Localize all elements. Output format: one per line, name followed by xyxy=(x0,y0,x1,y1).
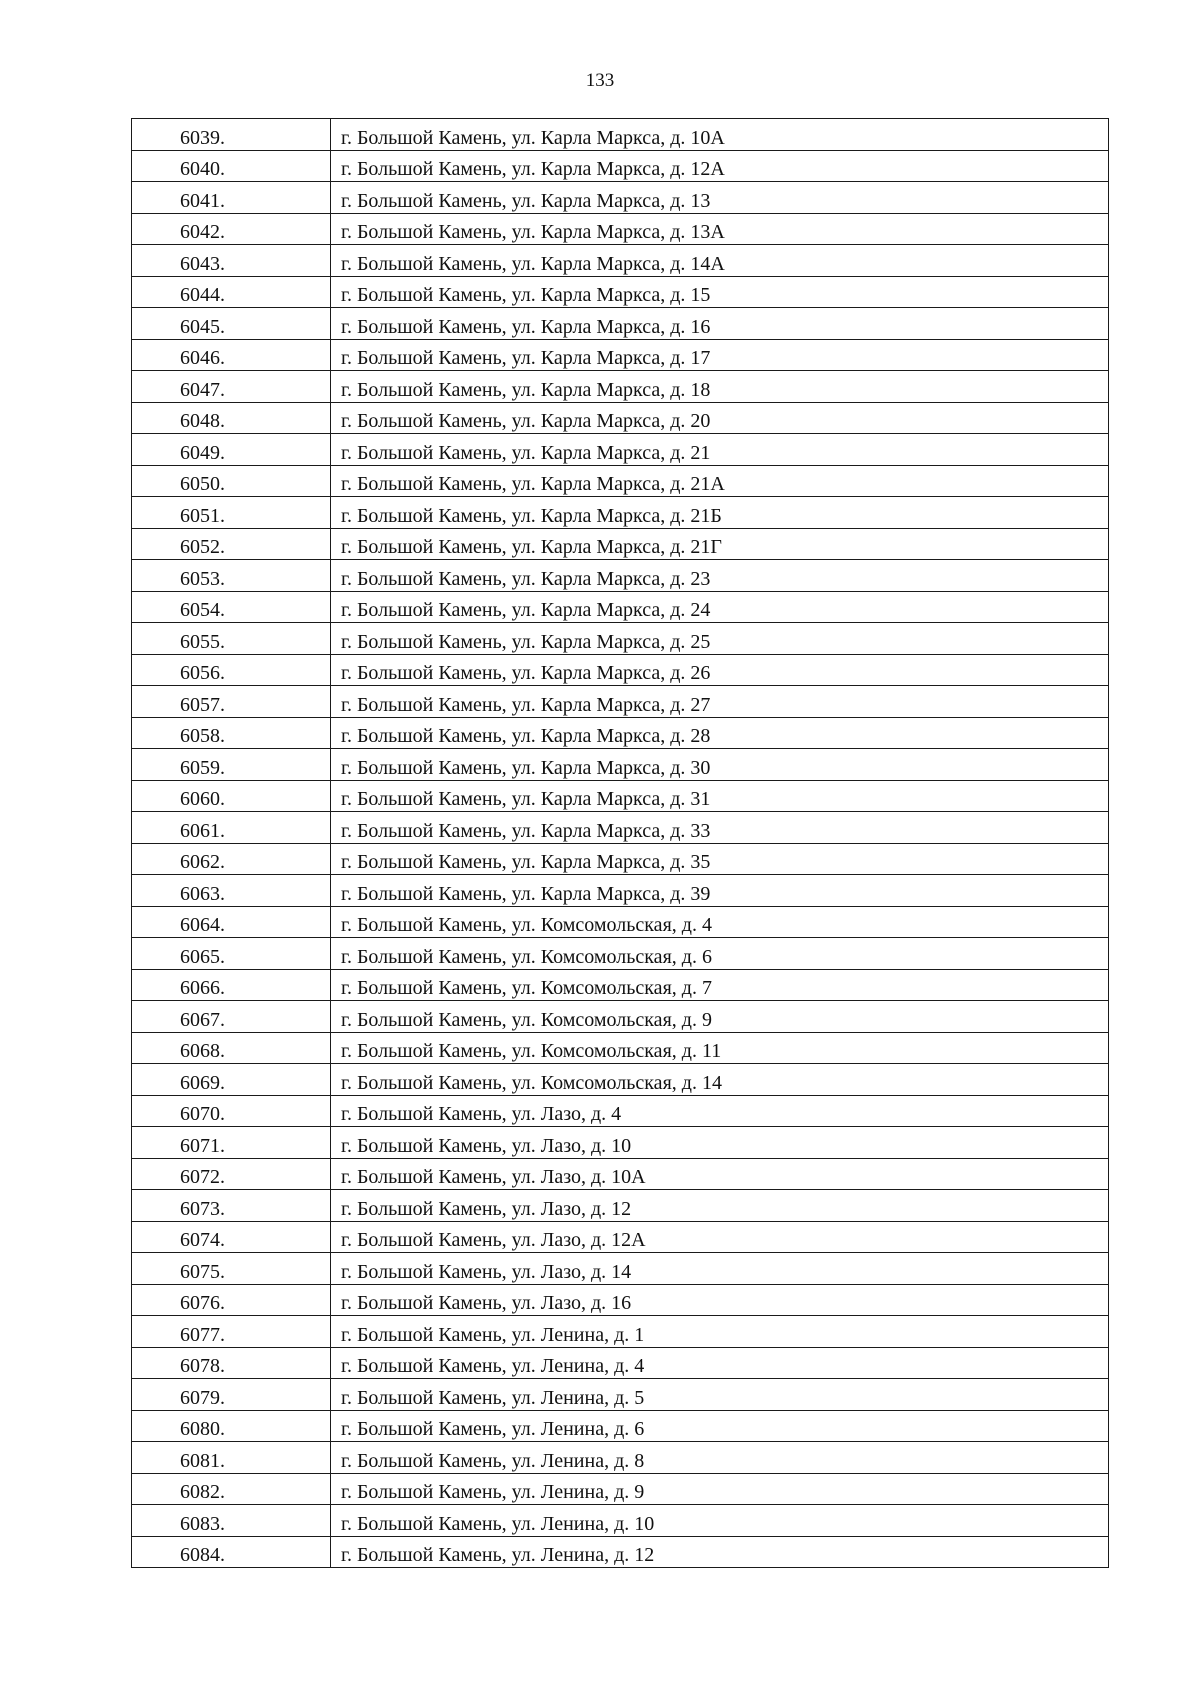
address-cell xyxy=(331,1158,1109,1190)
address-cell xyxy=(331,1410,1109,1442)
address-cell xyxy=(331,213,1109,245)
table-row xyxy=(132,875,1109,907)
table-row xyxy=(132,434,1109,466)
address-table-body xyxy=(132,119,1109,1568)
address-text: г. Большой Камень, ул. Карла Маркса, д. 25 xyxy=(341,630,711,653)
address-cell xyxy=(331,1221,1109,1253)
address-cell xyxy=(331,1284,1109,1316)
row-number-cell xyxy=(132,1190,331,1222)
address-text: г. Большой Камень, ул. Комсомольская, д. 6 xyxy=(341,945,712,968)
row-number-cell xyxy=(132,1473,331,1505)
address-text: г. Большой Камень, ул. Карла Маркса, д. 24 xyxy=(341,599,711,621)
row-number: 6054. xyxy=(180,599,225,621)
row-number: 6061. xyxy=(180,819,225,842)
row-number-cell xyxy=(132,402,331,434)
address-text: г. Большой Камень, ул. Карла Маркса, д. 21А xyxy=(341,473,725,495)
address-cell xyxy=(331,245,1109,277)
address-text: г. Большой Камень, ул. Карла Маркса, д. 18 xyxy=(341,378,711,401)
row-number-cell xyxy=(132,875,331,907)
row-number: 6047. xyxy=(180,378,225,401)
table-row xyxy=(132,812,1109,844)
table-row xyxy=(132,780,1109,812)
table-row xyxy=(132,1158,1109,1190)
table-row xyxy=(132,339,1109,371)
address-cell xyxy=(331,1442,1109,1474)
row-number: 6078. xyxy=(180,1355,225,1377)
table-row xyxy=(132,371,1109,403)
address-cell xyxy=(331,1190,1109,1222)
row-number-cell xyxy=(132,938,331,970)
address-text: г. Большой Камень, ул. Карла Маркса, д. 15 xyxy=(341,284,711,306)
row-number: 6046. xyxy=(180,347,225,369)
address-cell xyxy=(331,339,1109,371)
row-number-cell xyxy=(132,1505,331,1537)
row-number-cell xyxy=(132,1001,331,1033)
row-number: 6076. xyxy=(180,1292,225,1314)
row-number-cell xyxy=(132,623,331,655)
address-cell xyxy=(331,402,1109,434)
table-row xyxy=(132,906,1109,938)
table-row xyxy=(132,623,1109,655)
table-row xyxy=(132,150,1109,182)
address-text: г. Большой Камень, ул. Комсомольская, д. 7 xyxy=(341,977,712,999)
table-row xyxy=(132,1505,1109,1537)
address-cell xyxy=(331,1032,1109,1064)
address-text: г. Большой Камень, ул. Карла Маркса, д. 20 xyxy=(341,410,711,432)
table-row xyxy=(132,560,1109,592)
table-row xyxy=(132,686,1109,718)
row-number: 6068. xyxy=(180,1040,225,1062)
address-cell xyxy=(331,749,1109,781)
row-number: 6044. xyxy=(180,284,225,306)
address-cell xyxy=(331,182,1109,214)
row-number-cell xyxy=(132,528,331,560)
address-text: г. Большой Камень, ул. Карла Маркса, д. 21Г xyxy=(341,536,722,558)
address-text: г. Большой Камень, ул. Карла Маркса, д. 26 xyxy=(341,662,711,684)
row-number-cell xyxy=(132,560,331,592)
address-text: г. Большой Камень, ул. Лазо, д. 12 xyxy=(341,1197,632,1220)
row-number-cell xyxy=(132,1316,331,1348)
row-number: 6050. xyxy=(180,473,225,495)
table-row xyxy=(132,591,1109,623)
row-number-cell xyxy=(132,150,331,182)
address-cell xyxy=(331,276,1109,308)
row-number: 6065. xyxy=(180,945,225,968)
table-row xyxy=(132,402,1109,434)
page-number: 133 xyxy=(585,70,615,91)
address-cell xyxy=(331,1536,1109,1568)
address-text: г. Большой Камень, ул. Карла Маркса, д. 23 xyxy=(341,567,711,590)
row-number-cell xyxy=(132,1347,331,1379)
row-number-cell xyxy=(132,1410,331,1442)
address-cell xyxy=(331,1253,1109,1285)
row-number: 6070. xyxy=(180,1103,225,1125)
address-text: г. Большой Камень, ул. Карла Маркса, д. 21Б xyxy=(341,504,722,527)
row-number: 6039. xyxy=(180,126,225,149)
address-text: г. Большой Камень, ул. Карла Маркса, д. 14А xyxy=(341,252,725,275)
row-number: 6042. xyxy=(180,221,225,243)
address-text: г. Большой Камень, ул. Карла Маркса, д. 13 xyxy=(341,189,711,212)
table-row xyxy=(132,1253,1109,1285)
address-text: г. Большой Камень, ул. Ленина, д. 9 xyxy=(341,1481,645,1503)
table-row xyxy=(132,1064,1109,1096)
row-number: 6072. xyxy=(180,1166,225,1188)
row-number-cell xyxy=(132,1253,331,1285)
address-cell xyxy=(331,906,1109,938)
address-cell xyxy=(331,1505,1109,1537)
row-number-cell xyxy=(132,717,331,749)
address-text: г. Большой Камень, ул. Ленина, д. 6 xyxy=(341,1418,645,1440)
table-row xyxy=(132,465,1109,497)
address-text: г. Большой Камень, ул. Карла Маркса, д. 12А xyxy=(341,158,725,180)
address-text: г. Большой Камень, ул. Карла Маркса, д. 33 xyxy=(341,819,711,842)
address-cell xyxy=(331,1127,1109,1159)
address-cell xyxy=(331,528,1109,560)
row-number-cell xyxy=(132,1064,331,1096)
table-row xyxy=(132,1221,1109,1253)
table-row xyxy=(132,528,1109,560)
row-number-cell xyxy=(132,465,331,497)
row-number-cell xyxy=(132,1032,331,1064)
row-number: 6077. xyxy=(180,1323,225,1346)
row-number-cell xyxy=(132,308,331,340)
address-cell xyxy=(331,623,1109,655)
table-row xyxy=(132,1347,1109,1379)
address-cell xyxy=(331,1316,1109,1348)
address-text: г. Большой Камень, ул. Карла Маркса, д. 27 xyxy=(341,693,711,716)
row-number-cell xyxy=(132,780,331,812)
row-number-cell xyxy=(132,1221,331,1253)
address-cell xyxy=(331,1095,1109,1127)
row-number: 6084. xyxy=(180,1544,225,1566)
row-number-cell xyxy=(132,1379,331,1411)
row-number: 6074. xyxy=(180,1229,225,1251)
row-number-cell xyxy=(132,371,331,403)
address-cell xyxy=(331,812,1109,844)
row-number: 6069. xyxy=(180,1071,225,1094)
row-number: 6067. xyxy=(180,1008,225,1031)
table-row xyxy=(132,843,1109,875)
address-cell xyxy=(331,497,1109,529)
table-row xyxy=(132,749,1109,781)
address-cell xyxy=(331,1473,1109,1505)
address-cell xyxy=(331,1001,1109,1033)
row-number-cell xyxy=(132,245,331,277)
table-row xyxy=(132,1442,1109,1474)
address-text: г. Большой Камень, ул. Лазо, д. 16 xyxy=(341,1292,632,1314)
address-cell xyxy=(331,1347,1109,1379)
table-row xyxy=(132,1410,1109,1442)
row-number: 6041. xyxy=(180,189,225,212)
address-cell xyxy=(331,717,1109,749)
row-number: 6051. xyxy=(180,504,225,527)
table-row xyxy=(132,1032,1109,1064)
row-number: 6083. xyxy=(180,1512,225,1535)
row-number: 6063. xyxy=(180,882,225,905)
address-text: г. Большой Камень, ул. Комсомольская, д. 14 xyxy=(341,1071,722,1094)
table-row xyxy=(132,213,1109,245)
address-text: г. Большой Камень, ул. Карла Маркса, д. 28 xyxy=(341,725,711,747)
address-cell xyxy=(331,969,1109,1001)
address-cell xyxy=(331,686,1109,718)
row-number: 6060. xyxy=(180,788,225,810)
table-row xyxy=(132,938,1109,970)
address-text: г. Большой Камень, ул. Лазо, д. 14 xyxy=(341,1260,632,1283)
row-number-cell xyxy=(132,276,331,308)
row-number: 6049. xyxy=(180,441,225,464)
row-number-cell xyxy=(132,339,331,371)
table-row xyxy=(132,1316,1109,1348)
address-text: г. Большой Камень, ул. Ленина, д. 10 xyxy=(341,1512,655,1535)
address-cell xyxy=(331,371,1109,403)
address-text: г. Большой Камень, ул. Лазо, д. 12А xyxy=(341,1229,646,1251)
address-text: г. Большой Камень, ул. Ленина, д. 1 xyxy=(341,1323,645,1346)
row-number-cell xyxy=(132,843,331,875)
row-number: 6048. xyxy=(180,410,225,432)
address-cell xyxy=(331,1379,1109,1411)
address-cell xyxy=(331,875,1109,907)
row-number: 6045. xyxy=(180,315,225,338)
table-row xyxy=(132,119,1109,151)
row-number: 6082. xyxy=(180,1481,225,1503)
address-text: г. Большой Камень, ул. Ленина, д. 4 xyxy=(341,1355,645,1377)
row-number: 6058. xyxy=(180,725,225,747)
table-row xyxy=(132,654,1109,686)
row-number-cell xyxy=(132,1095,331,1127)
address-text: г. Большой Камень, ул. Карла Маркса, д. 10А xyxy=(341,126,725,149)
address-cell xyxy=(331,843,1109,875)
row-number-cell xyxy=(132,1127,331,1159)
row-number: 6052. xyxy=(180,536,225,558)
address-cell xyxy=(331,150,1109,182)
address-cell xyxy=(331,938,1109,970)
row-number-cell xyxy=(132,213,331,245)
address-text: г. Большой Камень, ул. Комсомольская, д. 9 xyxy=(341,1008,712,1031)
address-text: г. Большой Камень, ул. Комсомольская, д. 4 xyxy=(341,914,712,936)
row-number: 6066. xyxy=(180,977,225,999)
table-row xyxy=(132,1001,1109,1033)
table-row xyxy=(132,276,1109,308)
table-row xyxy=(132,969,1109,1001)
table-row xyxy=(132,1379,1109,1411)
row-number: 6056. xyxy=(180,662,225,684)
address-table xyxy=(131,118,1109,1568)
row-number-cell xyxy=(132,1536,331,1568)
address-cell xyxy=(331,560,1109,592)
address-text: г. Большой Камень, ул. Карла Маркса, д. 31 xyxy=(341,788,711,810)
table-row xyxy=(132,1284,1109,1316)
address-cell xyxy=(331,308,1109,340)
address-text: г. Большой Камень, ул. Лазо, д. 4 xyxy=(341,1103,622,1125)
table-row xyxy=(132,1473,1109,1505)
address-text: г. Большой Камень, ул. Карла Маркса, д. 16 xyxy=(341,315,711,338)
row-number: 6062. xyxy=(180,851,225,873)
row-number-cell xyxy=(132,434,331,466)
address-text: г. Большой Камень, ул. Ленина, д. 8 xyxy=(341,1449,645,1472)
table-row xyxy=(132,1536,1109,1568)
row-number-cell xyxy=(132,906,331,938)
address-cell xyxy=(331,119,1109,151)
address-text: г. Большой Камень, ул. Лазо, д. 10А xyxy=(341,1166,646,1188)
table-row xyxy=(132,497,1109,529)
row-number-cell xyxy=(132,1284,331,1316)
row-number: 6055. xyxy=(180,630,225,653)
address-text: г. Большой Камень, ул. Комсомольская, д. 11 xyxy=(341,1040,722,1062)
table-row xyxy=(132,1095,1109,1127)
row-number-cell xyxy=(132,749,331,781)
row-number-cell xyxy=(132,1442,331,1474)
row-number: 6075. xyxy=(180,1260,225,1283)
address-text: г. Большой Камень, ул. Ленина, д. 5 xyxy=(341,1386,645,1409)
address-text: г. Большой Камень, ул. Карла Маркса, д. 30 xyxy=(341,756,711,779)
address-cell xyxy=(331,1064,1109,1096)
address-text: г. Большой Камень, ул. Лазо, д. 10 xyxy=(341,1134,632,1157)
row-number-cell xyxy=(132,182,331,214)
table-row xyxy=(132,308,1109,340)
row-number: 6071. xyxy=(180,1134,225,1157)
row-number: 6081. xyxy=(180,1449,225,1472)
address-text: г. Большой Камень, ул. Карла Маркса, д. 35 xyxy=(341,851,711,873)
table-row xyxy=(132,182,1109,214)
address-text: г. Большой Камень, ул. Карла Маркса, д. 17 xyxy=(341,347,711,369)
row-number: 6040. xyxy=(180,158,225,180)
address-cell xyxy=(331,780,1109,812)
address-cell xyxy=(331,434,1109,466)
address-text: г. Большой Камень, ул. Карла Маркса, д. 13А xyxy=(341,221,725,243)
address-text: г. Большой Камень, ул. Ленина, д. 12 xyxy=(341,1544,655,1566)
table-row xyxy=(132,1190,1109,1222)
table-row xyxy=(132,717,1109,749)
address-text: г. Большой Камень, ул. Карла Маркса, д. 21 xyxy=(341,441,711,464)
row-number: 6073. xyxy=(180,1197,225,1220)
row-number-cell xyxy=(132,497,331,529)
row-number-cell xyxy=(132,969,331,1001)
row-number-cell xyxy=(132,686,331,718)
row-number: 6053. xyxy=(180,567,225,590)
address-cell xyxy=(331,465,1109,497)
row-number: 6079. xyxy=(180,1386,225,1409)
table-row xyxy=(132,1127,1109,1159)
row-number-cell xyxy=(132,654,331,686)
row-number-cell xyxy=(132,1158,331,1190)
row-number: 6057. xyxy=(180,693,225,716)
row-number: 6043. xyxy=(180,252,225,275)
address-text: г. Большой Камень, ул. Карла Маркса, д. 39 xyxy=(341,882,711,905)
address-cell xyxy=(331,591,1109,623)
address-cell xyxy=(331,654,1109,686)
row-number-cell xyxy=(132,119,331,151)
row-number: 6059. xyxy=(180,756,225,779)
table-row xyxy=(132,245,1109,277)
row-number-cell xyxy=(132,812,331,844)
row-number-cell xyxy=(132,591,331,623)
row-number: 6064. xyxy=(180,914,225,936)
row-number: 6080. xyxy=(180,1418,225,1440)
